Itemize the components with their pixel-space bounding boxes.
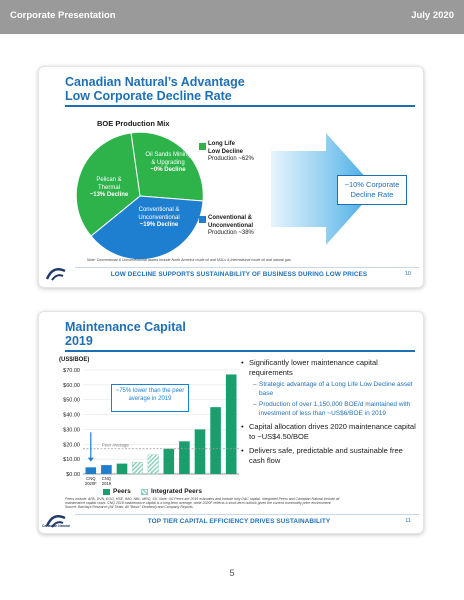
bar-peers — [210, 407, 221, 474]
y-tick-label: $10.00 — [63, 457, 80, 464]
chart-footnote: Peers include: APA, DVN, EOG, HSE, IMO, NBL, MRO, SU. Note: US Peers are 2019 estimates and include only D&C capital. Integrated Peers and Canadian Natural include all maintenance capital costs. CNQ 2019 maintenance capital is a long-term average, while 2020F reflects a short-term outlook given the current commodity price environment. Source: Barclays Research (Ali Tirabi, All "Basic" Dividend) and Company Reports. — [65, 497, 340, 510]
legend-peers: Peers — [113, 488, 131, 495]
legend-swatch-conventional — [199, 216, 206, 223]
slide-note: Note: Conventional & Unconventional assets include North America crude oil and NGLs & International crude oil and natural gas. — [87, 258, 292, 262]
slide-decline-rate — [38, 66, 424, 288]
document-header — [0, 0, 464, 34]
x-tick-label: 2020F — [84, 481, 97, 486]
slide-footer — [39, 264, 423, 286]
bullet-item: • Capital allocation drives 2020 maintenance capital to ~US$4.50/BOE — [241, 422, 416, 441]
bar-peers — [117, 464, 128, 474]
x-tick-label: 2019 — [101, 481, 112, 486]
bar-canadian-natural — [101, 465, 112, 474]
chart-ylabel: (US$/BOE) — [59, 357, 90, 363]
x-tick-label: CNQ — [101, 476, 112, 481]
legend-conventional: Conventional & Unconventional Production ~38% — [208, 215, 254, 236]
document-page-number: 5 — [229, 568, 235, 578]
header-title: Corporate Presentation — [10, 10, 116, 21]
legend-long-life: Long Life Low Decline Production ~62% — [208, 141, 254, 162]
title-underline — [65, 350, 415, 352]
bar-peers — [195, 429, 206, 474]
peer-callout: ~75% lower than the peer average in 2019 — [111, 384, 189, 412]
y-tick-label: $30.00 — [63, 427, 80, 434]
sub-bullet-item: – Strategic advantage of a Long Life Low Decline asset base — [253, 381, 413, 397]
footer-message: TOP TIER CAPITAL EFFICIENCY DRIVES SUSTAINABILITY — [147, 518, 331, 525]
legend-swatch-integrated — [141, 489, 148, 495]
legend-swatch-peers — [103, 489, 110, 495]
bar-peers — [179, 441, 190, 474]
y-tick-label: $50.00 — [63, 397, 80, 404]
x-tick-label: CNQ — [86, 476, 96, 481]
bar-canadian-natural — [85, 467, 96, 474]
slide-footer — [39, 511, 423, 533]
y-tick-label: $40.00 — [63, 412, 80, 419]
callout-arrow-head — [88, 458, 94, 462]
legend-integrated-peers: Integrated Peers — [151, 488, 202, 495]
y-tick-label: $0.00 — [66, 472, 80, 478]
company-logo-icon — [43, 267, 71, 283]
corporate-decline-callout: ~10% Corporate Decline Rate — [337, 175, 407, 205]
slide-page-number: 11 — [405, 518, 411, 524]
bar-integrated-peers — [132, 462, 143, 474]
slide-title: Canadian Natural’s Advantage Low Corporate Decline Rate — [65, 75, 245, 103]
bar-integrated-peers — [148, 455, 159, 474]
company-brand-text: Canadian Natural — [42, 524, 70, 528]
footer-message: LOW DECLINE SUPPORTS SUSTAINABILITY OF BUSINESS DURING LOW PRICES — [110, 271, 368, 278]
slide-maintenance-capital — [38, 311, 424, 534]
pie-label-conventional: Conventional & Unconventional ~19% Decline — [138, 207, 180, 228]
y-tick-label: $70.00 — [63, 368, 80, 374]
pie-title: BOE Production Mix — [97, 119, 170, 128]
bullet-item: • Significantly lower maintenance capital requirements — [241, 358, 378, 377]
slide-page-number: 10 — [404, 271, 411, 277]
y-tick-label: $60.00 — [63, 382, 80, 389]
pie-label-oil-sands: Oil Sands Mining & Upgrading ~0% Decline — [145, 152, 191, 173]
bar-peers — [163, 449, 174, 474]
legend-swatch-long-life — [199, 143, 206, 150]
bullet-item: • Delivers safe, predictable and sustainable free cash flow — [241, 446, 403, 465]
title-underline — [65, 105, 415, 107]
maintenance-capital-chart — [49, 362, 249, 492]
y-tick-label: $20.00 — [63, 442, 80, 449]
sub-bullet-item: – Production of over 1,150,000 BOE/d maintained with investment of less than ~US$6/BOE in 2019 — [253, 401, 411, 417]
bullet-list — [241, 358, 417, 466]
pie-label-pelican: Pelican & Thermal ~13% Decline — [89, 177, 129, 198]
slide-title: Maintenance Capital 2019 — [65, 320, 186, 348]
peer-average-label: Peer Average — [101, 442, 129, 448]
header-date: July 2020 — [411, 10, 454, 21]
bar-peers — [226, 374, 237, 474]
